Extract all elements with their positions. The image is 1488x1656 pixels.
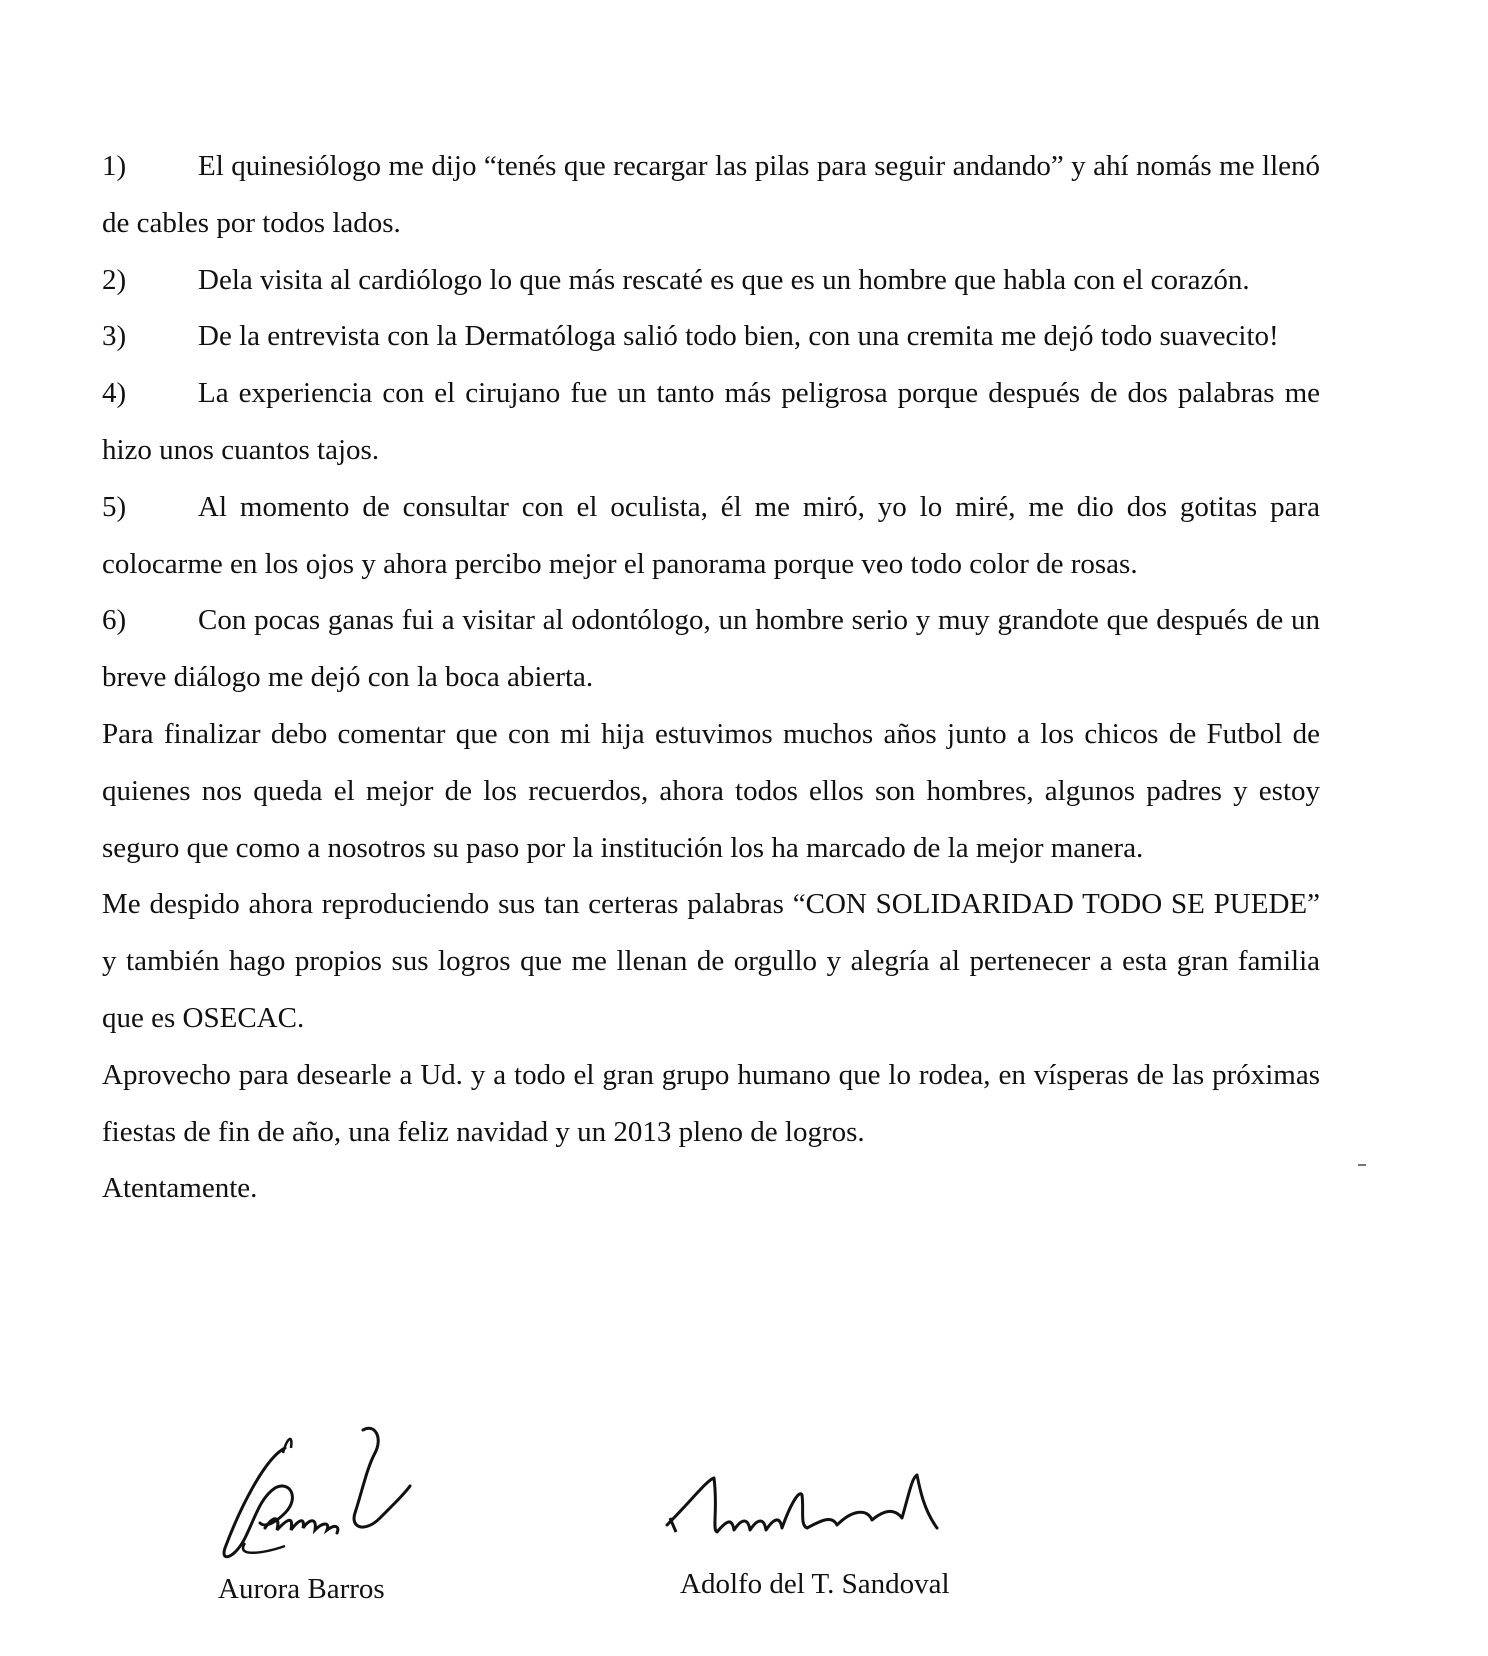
item-text: La experiencia con el cirujano fue un tanto más peligrosa porque después de dos palabras me hizo unos cuantos tajos. [102, 377, 1320, 466]
signature-aurora [205, 1418, 445, 1578]
item-text: Dela visita al cardiólogo lo que más rescaté es que es un hombre que habla con el corazón. [198, 263, 1250, 296]
list-item [102, 138, 1320, 252]
list-item [102, 308, 1320, 365]
item-text: Al momento de consultar con el oculista, él me miró, yo lo miré, me dio dos gotitas para colocarme en los ojos y ahora percibo mejor el panorama porque veo todo color de rosas. [102, 490, 1320, 580]
list-item [102, 592, 1320, 706]
scan-speck [1358, 1164, 1366, 1166]
letter-body [102, 138, 1320, 1217]
signer-name: Adolfo del T. Sandoval [680, 1568, 950, 1600]
closing: Atentamente. [102, 1172, 258, 1205]
signer-name: Aurora Barros [218, 1573, 385, 1605]
paragraph: Para finalizar debo comentar que con mi hija estuvimos muchos años junto a los chicos de Futbol de quienes nos queda el mejor de los recuerdos, ahora todos ellos son hombres, algunos padres y estoy seguro que como a nosotros su paso por la institución los ha marcado de la mejor manera. [102, 717, 1320, 864]
item-text: De la entrevista con la Dermatóloga salió todo bien, con una cremita me dejó todo suavecito! [198, 320, 1279, 353]
item-number: 1) [102, 150, 127, 182]
paragraph: Me despido ahora reproduciendo sus tan certeras palabras “CON SOLIDARIDAD TODO SE PUEDE” y también hago propios sus logros que me llenan de orgullo y alegría al pertenecer a esta gran familia que es OSECAC. [102, 888, 1320, 1034]
item-number: 4) [102, 377, 127, 410]
list-item [102, 365, 1320, 479]
item-text: El quinesiólogo me dijo “tenés que recargar las pilas para seguir andando” y ahí nomás me llenó de cables por todos lados. [102, 150, 1320, 239]
item-number: 2) [102, 263, 127, 296]
list-item [102, 479, 1320, 593]
item-text: Con pocas ganas fui a visitar al odontólogo, un hombre serio y muy grandote que después de un breve diálogo me dejó con la boca abierta. [102, 604, 1320, 694]
list-item [102, 252, 1320, 309]
signature-adolfo [662, 1470, 962, 1560]
paragraph: Aprovecho para desearle a Ud. y a todo el gran grupo humano que lo rodea, en vísperas de las próximas fiestas de fin de año, una feliz navidad y un 2013 pleno de logros. [102, 1058, 1320, 1148]
item-number: 3) [102, 320, 127, 353]
item-number: 5) [102, 490, 127, 523]
item-number: 6) [102, 604, 127, 637]
